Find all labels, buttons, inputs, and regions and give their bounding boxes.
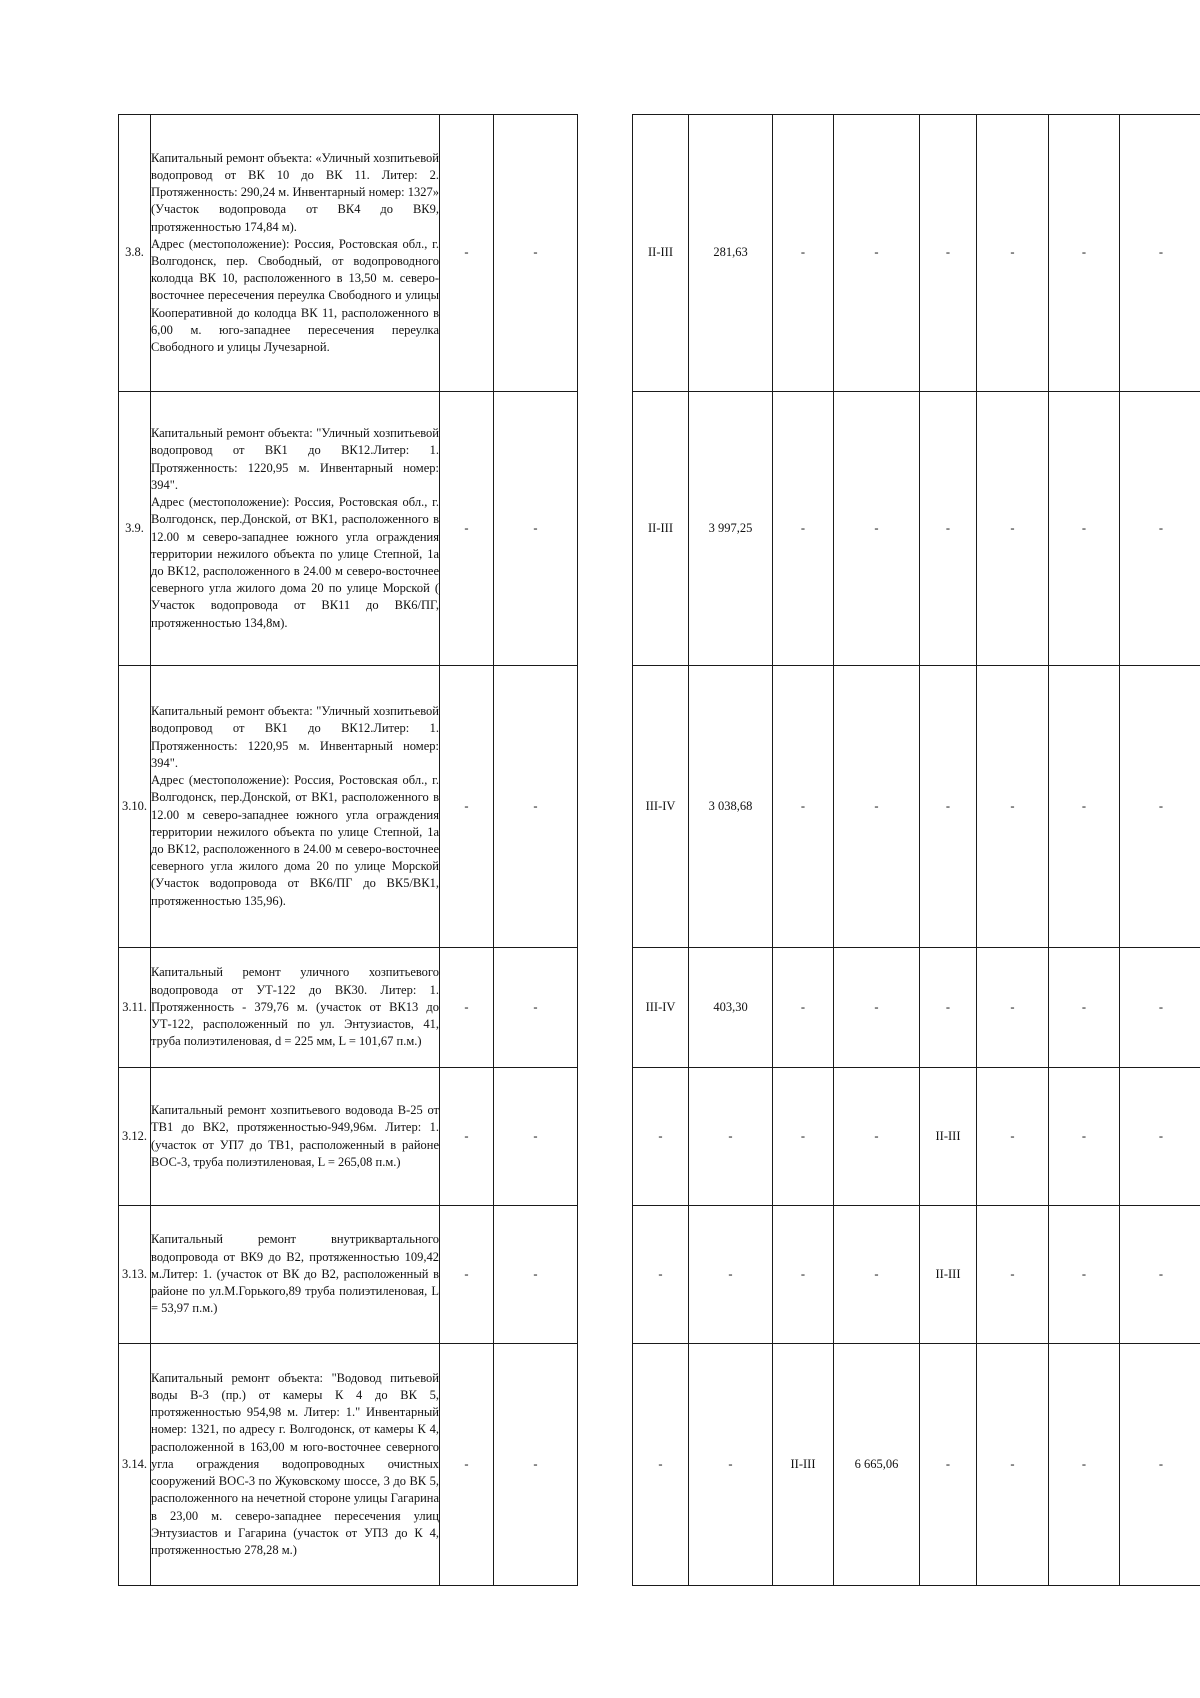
table-row <box>119 1206 1200 1344</box>
column-gap <box>578 1206 633 1344</box>
value-cell: 6 665,06 <box>834 1344 920 1586</box>
value-cell: III-IV <box>633 666 689 948</box>
value-cell: - <box>494 948 578 1068</box>
value-cell: - <box>440 666 494 948</box>
value-cell: - <box>773 1068 834 1206</box>
value-cell: - <box>977 115 1049 392</box>
value-cell: - <box>920 392 977 666</box>
value-cell: - <box>1049 666 1120 948</box>
description-paragraph: Капитальный ремонт хозпитьевого водовода В-25 от ТВ1 до ВК2, протяженностью-949,96м. Литер: 1. (участок от УП7 до ТВ1, расположенный в районе ВОС-3, труба полиэтиленовая, L = 265,08 п.м.) <box>151 1103 439 1169</box>
value-cell: - <box>773 948 834 1068</box>
value-cell: - <box>1120 115 1200 392</box>
row-description <box>151 948 440 1068</box>
value-cell: - <box>1120 1344 1200 1586</box>
value-cell: II-III <box>920 1206 977 1344</box>
works-table <box>118 114 1200 1586</box>
description-paragraph: Капитальный ремонт объекта: «Уличный хозпитьевой водопровод от ВК 10 до ВК 11. Литер: 2. Протяженность: 290,24 м. Инвентарный номер: 1327» (Участок водопровода от ВК4 до ВК9, протяженностью 174,84 м). <box>151 150 439 234</box>
value-cell: - <box>689 1068 773 1206</box>
value-cell: - <box>920 666 977 948</box>
table-row <box>119 115 1200 392</box>
value-cell: - <box>977 666 1049 948</box>
value-cell: - <box>1049 115 1120 392</box>
description-paragraph: Капитальный ремонт уличного хозпитьевого водопровода от УТ-122 до ВК30. Литер: 1. Протяженность - 379,76 м. (участок от ВК13 до УТ-122, расположенный по ул. Энтузиастов, 41, труба полиэтиленовая, d = 225 мм, L = 101,67 п.м.) <box>151 965 439 1049</box>
table-row <box>119 1344 1200 1586</box>
value-cell: - <box>773 392 834 666</box>
value-cell: - <box>494 666 578 948</box>
value-cell: - <box>633 1206 689 1344</box>
value-cell: - <box>773 115 834 392</box>
value-cell: - <box>494 115 578 392</box>
table-row <box>119 1068 1200 1206</box>
value-cell: - <box>834 1206 920 1344</box>
value-cell: II-III <box>633 392 689 666</box>
value-cell: - <box>494 392 578 666</box>
value-cell: - <box>773 666 834 948</box>
row-number: 3.10. <box>119 666 151 948</box>
value-cell: - <box>494 1206 578 1344</box>
value-cell: - <box>773 1206 834 1344</box>
value-cell: - <box>977 948 1049 1068</box>
value-cell: II-III <box>773 1344 834 1586</box>
value-cell: - <box>920 948 977 1068</box>
value-cell: II-III <box>920 1068 977 1206</box>
value-cell: - <box>1049 392 1120 666</box>
value-cell: - <box>633 1068 689 1206</box>
row-number: 3.13. <box>119 1206 151 1344</box>
value-cell: - <box>834 115 920 392</box>
value-cell: 403,30 <box>689 948 773 1068</box>
value-cell: - <box>834 1068 920 1206</box>
value-cell: - <box>440 115 494 392</box>
row-description <box>151 115 440 392</box>
row-description <box>151 392 440 666</box>
description-paragraph: Капитальный ремонт объекта: "Уличный хозпитьевой водопровод от ВК1 до ВК12.Литер: 1. Протяженность: 1220,95 м. Инвентарный номер: 394". <box>151 704 439 770</box>
value-cell: - <box>977 1068 1049 1206</box>
value-cell: 281,63 <box>689 115 773 392</box>
value-cell: - <box>440 1068 494 1206</box>
value-cell: - <box>633 1344 689 1586</box>
value-cell: - <box>834 666 920 948</box>
table-row <box>119 666 1200 948</box>
description-paragraph: Капитальный ремонт объекта: "Уличный хозпитьевой водопровод от ВК1 до ВК12.Литер: 1. Протяженность: 1220,95 м. Инвентарный номер: 394". <box>151 426 439 492</box>
table-row <box>119 948 1200 1068</box>
row-description <box>151 1206 440 1344</box>
value-cell: - <box>494 1068 578 1206</box>
value-cell: - <box>440 1206 494 1344</box>
column-gap <box>578 392 633 666</box>
value-cell: - <box>440 948 494 1068</box>
value-cell: - <box>920 1344 977 1586</box>
row-description <box>151 1068 440 1206</box>
value-cell: 3 997,25 <box>689 392 773 666</box>
column-gap <box>578 1068 633 1206</box>
row-number: 3.12. <box>119 1068 151 1206</box>
value-cell: - <box>1120 1068 1200 1206</box>
description-paragraph: Адрес (местоположение): Россия, Ростовская обл., г. Волгодонск, пер.Донской, от ВК1, расположенного в 12.00 м северо-западнее южного угла ограждения территории нежилого объекта по улице Степной, 1а до ВК12, расположенного в 24.00 м северо-восточнее северного угла жилого дома 20 по улице Морской ( Участок водопровода от ВК11 до ВК6/ПГ, протяженностью 134,8м). <box>151 495 439 630</box>
value-cell: - <box>689 1344 773 1586</box>
column-gap <box>578 115 633 392</box>
value-cell: - <box>1120 1206 1200 1344</box>
description-paragraph: Капитальный ремонт внутриквартального водопровода от ВК9 до В2, протяженностью 109,42 м.Литер: 1. (участок от ВК до В2, расположенный в районе по ул.М.Горького,89 труба полиэтиленовая, L = 53,97 п.м.) <box>151 1232 439 1316</box>
value-cell: - <box>977 392 1049 666</box>
value-cell: - <box>977 1206 1049 1344</box>
row-description <box>151 666 440 948</box>
row-number: 3.8. <box>119 115 151 392</box>
value-cell: - <box>1120 948 1200 1068</box>
row-number: 3.14. <box>119 1344 151 1586</box>
value-cell: - <box>977 1344 1049 1586</box>
value-cell: - <box>834 392 920 666</box>
value-cell: - <box>1120 392 1200 666</box>
column-gap <box>578 1344 633 1586</box>
row-number: 3.9. <box>119 392 151 666</box>
description-paragraph: Адрес (местоположение): Россия, Ростовская обл., г. Волгодонск, пер.Донской, от ВК1, расположенного в 12.00 м северо-западнее южного угла ограждения территории нежилого объекта по улице Степной, 1а до ВК12, расположенного в 24.00 м северо-восточнее северного угла жилого дома 20 по улице Морской (Участок водопровода от ВК6/ПГ до ВК5/ВК1, протяженностью 135,96). <box>151 773 439 908</box>
value-cell: - <box>440 392 494 666</box>
column-gap <box>578 948 633 1068</box>
value-cell: - <box>1049 1344 1120 1586</box>
value-cell: - <box>1049 948 1120 1068</box>
description-paragraph: Капитальный ремонт объекта: "Водовод питьевой воды В-3 (пр.) от камеры К 4 до ВК 5, протяженностью 954,98 м. Литер: 1." Инвентарный номер: 1321, по адресу г. Волгодонск, от камеры К 4, расположенной в 163,00 м юго-восточнее северного угла ограждения водопроводных очистных сооружений ВОС-3 по Жуковскому шоссе, 3 до ВК 5, расположенного на нечетной стороне улицы Гагарина в 23,00 м. северо-западнее пересечения улиц Энтузиастов и Гагарина (участок от УП3 до К 4, протяженностью 278,28 м.) <box>151 1370 439 1557</box>
value-cell: - <box>920 115 977 392</box>
description-paragraph: Адрес (местоположение): Россия, Ростовская обл., г. Волгодонск, пер. Свободный, от водопроводного колодца ВК 10, расположенного в 13,50 м. северо-восточнее пересечения переулка Свободного и улицы Кооперативной до колодца ВК 11, расположенного в 6,00 м. юго-западнее пересечения переулка Свободного и улицы Лучезарной. <box>151 236 439 355</box>
value-cell: - <box>834 948 920 1068</box>
column-gap <box>578 666 633 948</box>
value-cell: - <box>1120 666 1200 948</box>
value-cell: - <box>1049 1068 1120 1206</box>
value-cell: III-IV <box>633 948 689 1068</box>
value-cell: - <box>689 1206 773 1344</box>
row-number: 3.11. <box>119 948 151 1068</box>
value-cell: - <box>1049 1206 1120 1344</box>
value-cell: 3 038,68 <box>689 666 773 948</box>
row-description <box>151 1344 440 1586</box>
value-cell: - <box>440 1344 494 1586</box>
value-cell: II-III <box>633 115 689 392</box>
value-cell: - <box>494 1344 578 1586</box>
table-row <box>119 392 1200 666</box>
